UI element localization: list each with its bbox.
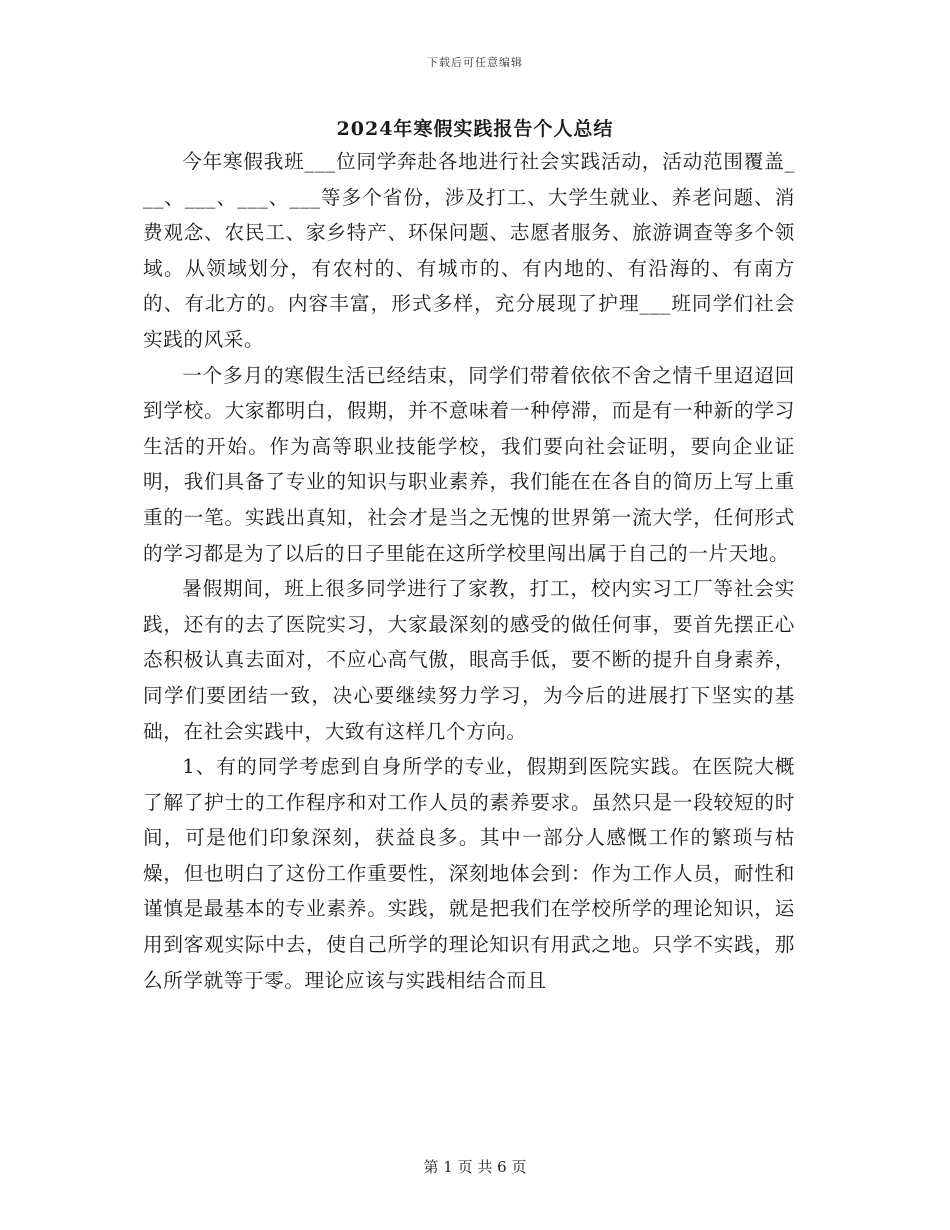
document-title: 2024年寒假实践报告个人总结 [336,118,614,140]
document-body [143,144,795,998]
paragraph-4: 1、有的同学考虑到自身所学的专业，假期到医院实践。在医院大概了解了护士的工作程序和对工作人员的素养要求。虽然只是一段较短的时间，可是他们印象深刻，获益良多。其中一部分人感慨工作的繁琐与枯燥，但也明白了这份工作重要性，深刻地体会到：作为工作人员，耐性和谨慎是最基本的专业素养。实践，就是把我们在学校所学的理论知识，运用到客观实际中去，使自己所学的理论知识有用武之地。只学不实践，那么所学就等于零。理论应该与实践相结合而且 [143,755,795,992]
paragraph-1: 今年寒假我班___位同学奔赴各地进行社会实践活动，活动范围覆盖___、___、___、___等多个省份，涉及打工、大学生就业、养老问题、消费观念、农民工、家乡特产、环保问题、志愿者服务、旅游调查等多个领域。从领域划分，有农村的、有城市的、有内地的、有沿海的、有南方的、有北方的。内容丰富，形式多样，充分展现了护理___班同学们社会实践的风采。 [143,150,795,351]
paragraph-3: 暑假期间，班上很多同学进行了家教，打工，校内实习工厂等社会实践，还有的去了医院实习，大家最深刻的感受的做任何事，要首先摆正心态积极认真去面对，不应心高气傲，眼高手低，要不断的提升自身素养，同学们要团结一致，决心要继续努力学习，为今后的进展打下坚实的基础，在社会实践中，大致有这样几个方向。 [143,577,795,743]
paragraph-2: 一个多月的寒假生活已经结束，同学们带着依依不舍之情千里迢迢回到学校。大家都明白，假期，并不意味着一种停滞，而是有一种新的学习生活的开始。作为高等职业技能学校，我们要向社会证明，要向企业证明，我们具备了专业的知识与职业素养，我们能在在各自的简历上写上重重的一笔。实践出真知，社会才是当之无愧的世界第一流大学，任何形式的学习都是为了以后的日子里能在这所学校里闯出属于自己的一片天地。 [143,363,795,565]
page-number-footer: 第 1 页 共 6 页 [423,1158,527,1176]
page-header-note: 下载后可任意编辑 [427,56,523,69]
